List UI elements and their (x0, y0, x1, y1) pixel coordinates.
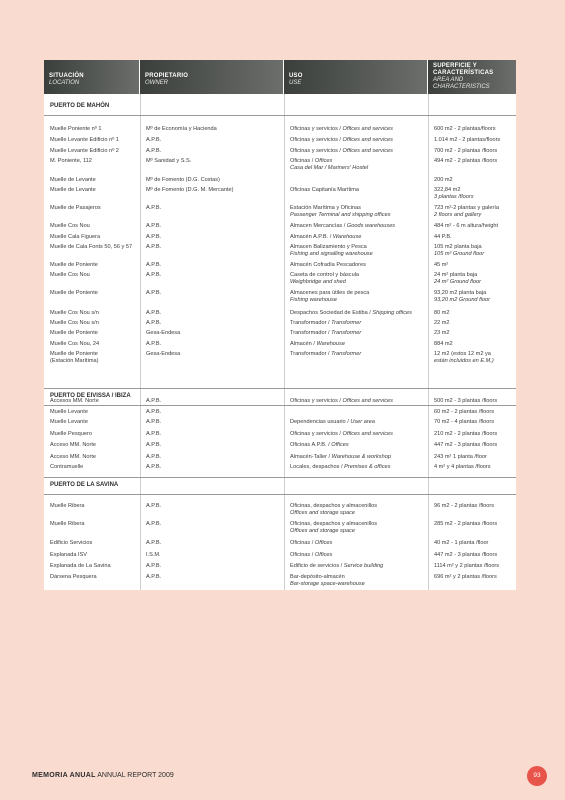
area-cell: 96 m2 - 2 plantas /floors (434, 503, 495, 509)
column-divider (140, 94, 141, 590)
use-cell: Locales, despachos / Premises & offices (290, 464, 391, 470)
use-cell: Almacen Mercancías / Goods warehouses (290, 223, 396, 229)
use-cell: Almacén / Warehouse (290, 341, 345, 347)
location-cell: Muelle de Poniente (50, 330, 98, 336)
use-cell-line2: Fishing and signalling warehouse (290, 251, 373, 257)
header-location-en: LOCATION (49, 80, 80, 86)
owner-cell: A.P.B. (146, 464, 162, 470)
use-cell: Almacén A.P.B. / Warehouse (290, 234, 362, 240)
location-cell: Muelle de Cala Fonts 50, 56 y 57 (50, 244, 133, 250)
area-cell: 12 m2 (estos 12 m2 ya (434, 351, 491, 357)
footer-title-bold: MEMORIA ANUAL (32, 772, 96, 779)
use-cell: Almacenes para útiles de pesca (290, 290, 370, 296)
header-area-es: SUPERFICIE Y CARACTERÍSTICAS (433, 63, 494, 76)
owner-cell: Mº de Economía y Hacienda (146, 126, 217, 132)
area-cell-line2: 3 plantas /floors (434, 194, 474, 200)
section-title: PUERTO DE MAHÓN (50, 103, 110, 109)
header-area (428, 60, 516, 94)
owner-cell: A.P.B. (146, 574, 162, 580)
location-cell: Muelle de Levante (50, 187, 96, 193)
use-cell: Almacén-Taller / Warehouse & workshop (290, 454, 391, 460)
location-cell: Dársena Pesquera (50, 574, 97, 580)
area-cell: 1114 m² y 2 plantas /floors (434, 563, 500, 569)
area-cell: 23 m2 (434, 330, 450, 336)
use-cell: Oficinas, despachos y almacenillos (290, 503, 378, 509)
location-cell: Explanada de La Savina (50, 563, 111, 569)
section-rule (44, 115, 516, 116)
use-cell: Oficinas y servicios / Offices and services (290, 137, 393, 143)
location-cell: Acceso MM. Norte (50, 442, 97, 448)
use-cell-line2: Weighbridge and shed (290, 279, 346, 285)
location-cell: Muelle Cos Nou (50, 272, 90, 278)
owner-cell: Gesa-Endesa (146, 330, 181, 336)
location-cell: Muelle de Poniente (50, 351, 98, 357)
location-cell: Muelle Cos Nou (50, 223, 90, 229)
use-cell: Oficinas / Offices (290, 158, 333, 164)
location-cell: Muelle Cos Nou, 24 (50, 341, 100, 347)
owner-cell: A.P.B. (146, 419, 162, 425)
footer-title (32, 772, 174, 779)
area-cell-line2: 2 floors and gallery (434, 212, 482, 218)
use-cell-line2: Offices and storage space (290, 510, 355, 516)
location-cell: Muelle Levante Edificio nº 1 (50, 137, 119, 143)
owner-cell: A.P.B. (146, 409, 162, 415)
header-location (44, 60, 139, 94)
location-cell: Muelle Poniente nº 1 (50, 126, 102, 132)
owner-cell: A.P.B. (146, 272, 162, 278)
area-cell: 80 m2 (434, 310, 450, 316)
header-area-en: AREA AND CHARACTERISTICS (433, 77, 490, 90)
header-use (284, 60, 427, 94)
header-use-en: USE (289, 80, 302, 86)
area-cell: 484 m² - 6 m altura/height (434, 223, 499, 229)
use-cell: Oficinas / Offices (290, 552, 333, 558)
location-cell-line2: (Estación Marítima) (50, 358, 99, 364)
area-cell-line2: están incluidos en E.M.) (434, 358, 494, 364)
location-cell: Muelle Levante Edificio nº 2 (50, 148, 119, 154)
location-cell: Muelle Ribera (50, 521, 85, 527)
use-cell: Estación Marítima y Oficinas (290, 205, 361, 211)
area-cell: 105 m2 planta baja (434, 244, 482, 250)
owner-cell: A.P.B. (146, 290, 162, 296)
owner-cell: Mº Sanidad y S.S. (146, 158, 192, 164)
owner-cell: A.P.B. (146, 503, 162, 509)
owner-cell: A.P.B. (146, 262, 162, 268)
area-cell: 447 m2 - 3 plantas /floors (434, 442, 498, 448)
column-divider (284, 94, 285, 590)
area-cell: 44 P.B. (434, 234, 452, 240)
area-cell: 723 m²-2 plantas y galería (434, 205, 499, 211)
owner-cell: Gesa-Endesa (146, 351, 181, 357)
header-owner (140, 60, 283, 94)
owner-cell: Mº de Fomento (D.G. Costas) (146, 177, 220, 183)
location-cell: Muelle Levante (50, 419, 88, 425)
location-cell: Muelle Cos Nou s/n (50, 320, 99, 326)
location-cell: Edificio Servicios (50, 540, 93, 546)
area-cell: 696 m² y 2 plantas /floors (434, 574, 497, 580)
owner-cell: A.P.B. (146, 148, 162, 154)
area-cell: 22 m2 (434, 320, 450, 326)
owner-cell: A.P.B. (146, 442, 162, 448)
use-cell-line2: Bar-storage space-warehouse (290, 581, 365, 587)
use-cell: Almacen Balizamiento y Pesca (290, 244, 367, 250)
use-cell: Oficinas A.P.B. / Offices (290, 442, 349, 448)
owner-cell: Mº de Fomento (D.G. M. Mercante) (146, 187, 234, 193)
owner-cell: A.P.B. (146, 341, 162, 347)
area-cell: 40 m2 - 1 planta /floor (434, 540, 489, 546)
owner-cell: A.P.B. (146, 320, 162, 326)
use-cell: Oficinas y servicios / Offices and services (290, 126, 393, 132)
owner-cell: I.S.M. (146, 552, 161, 558)
section-rule (44, 494, 516, 495)
location-cell: Muelle de Poniente (50, 262, 98, 268)
area-cell: 210 m2 - 2 plantas /floors (434, 431, 498, 437)
use-cell: Caseta de control y báscula (290, 272, 360, 278)
section-title: PUERTO DE EIVISSA / IBIZA (50, 393, 131, 399)
section-title: PUERTO DE LA SAVINA (50, 482, 119, 488)
location-cell: Muelle de Levante (50, 177, 96, 183)
location-cell: Muelle Ribera (50, 503, 85, 509)
area-cell-line2: 24 m² Ground floor (434, 279, 481, 285)
location-cell: Contramuelle (50, 464, 84, 470)
use-cell: Oficinas, despachos y almacenillos (290, 521, 378, 527)
use-cell-line2: Passenger Terminal and shipping offices (290, 212, 391, 218)
location-cell: Muelle Pesquero (50, 431, 92, 437)
owner-cell: A.P.B. (146, 244, 162, 250)
area-cell: 884 m2 (434, 341, 453, 347)
use-cell: Despachos Sociedad de Estiba / Shipping offices (290, 310, 412, 316)
area-cell: 93,20 m2 planta baja (434, 290, 487, 296)
area-cell: 494 m2 - 2 plantas /floors (434, 158, 498, 164)
area-cell: 285 m2 - 2 plantas /floors (434, 521, 498, 527)
use-cell: Oficinas / Offices (290, 540, 333, 546)
use-cell: Bar-depósito-almacén (290, 574, 345, 580)
header-owner-es: PROPIETARIO (145, 73, 189, 79)
use-cell: Transformador / Transformer (290, 330, 362, 336)
area-cell: 600 m2 - 2 plantas/floors (434, 126, 496, 132)
area-cell: 500 m2 - 3 plantas /floors (434, 398, 498, 404)
header-location-es: SITUACIÓN (49, 73, 84, 79)
location-cell: M. Poniente, 112 (50, 158, 92, 164)
use-cell-line2: Casa del Mar / Mariners' Hostel (290, 165, 369, 171)
area-cell: 1.014 m2 - 2 plantas/floors (434, 137, 501, 143)
area-cell: 4 m² y 4 plantas /floors (434, 464, 491, 470)
area-cell-line2: 93,20 m2 Ground floor (434, 297, 490, 303)
page-number: 93 (527, 766, 547, 786)
location-cell: Accesos MM. Norte (50, 398, 99, 404)
use-cell: Oficinas Capitanía Marítima (290, 187, 360, 193)
use-cell-line2: Fishing warehouse (290, 297, 337, 303)
owner-cell: A.P.B. (146, 310, 162, 316)
section-rule (44, 477, 516, 478)
use-cell: Edificio de servicios / Service building (290, 563, 384, 569)
table-header (44, 60, 516, 94)
use-cell: Oficinas y servicios / Offices and services (290, 398, 393, 404)
owner-cell: A.P.B. (146, 563, 162, 569)
area-cell: 24 m² planta baja (434, 272, 478, 278)
location-cell: Muelle de Pasajeros (50, 205, 101, 211)
use-cell: Transformador / Transformer (290, 320, 362, 326)
area-cell: 447 m2 - 3 plantas /floors (434, 552, 498, 558)
owner-cell: A.P.B. (146, 540, 162, 546)
use-cell: Dependencias usuario / User area (290, 419, 375, 425)
section-rule (44, 405, 516, 406)
location-cell: Acceso MM. Norte (50, 454, 97, 460)
area-cell-line2: 105 m² Ground floor (434, 251, 485, 257)
location-cell: Muelle Levante (50, 409, 88, 415)
area-cell: 700 m2 - 2 plantas /floors (434, 148, 498, 154)
use-cell: Oficinas y servicios / Offices and services (290, 148, 393, 154)
area-cell: 243 m² 1 planta /floor (434, 454, 487, 460)
location-cell: Muelle de Poniente (50, 290, 98, 296)
owner-cell: A.P.B. (146, 521, 162, 527)
owner-cell: A.P.B. (146, 398, 162, 404)
section-rule (44, 388, 516, 389)
use-cell: Transformador / Transformer (290, 351, 362, 357)
header-use-es: USO (289, 73, 303, 79)
location-cell: Muelle Cos Nou s/n (50, 310, 99, 316)
use-cell: Oficinas y servicios / Offices and services (290, 431, 393, 437)
owner-cell: A.P.B. (146, 454, 162, 460)
area-cell: 322,84 m2 (434, 187, 461, 193)
header-owner-en: OWNER (145, 80, 168, 86)
footer-title-rest: ANNUAL REPORT 2009 (97, 772, 174, 779)
use-cell-line2: Offices and storage space (290, 528, 355, 534)
area-cell: 70 m2 - 4 plantas /floors (434, 419, 495, 425)
owner-cell: A.P.B. (146, 223, 162, 229)
column-divider (428, 94, 429, 590)
location-cell: Explanada ISV (50, 552, 88, 558)
use-cell: Almacén Cofradía Pescadores (290, 262, 366, 268)
location-cell: Muelle Cala Figuera (50, 234, 101, 240)
area-cell: 200 m2 (434, 177, 453, 183)
area-cell: 45 m² (434, 262, 449, 268)
owner-cell: A.P.B. (146, 137, 162, 143)
owner-cell: A.P.B. (146, 431, 162, 437)
owner-cell: A.P.B. (146, 205, 162, 211)
owner-cell: A.P.B. (146, 234, 162, 240)
area-cell: 60 m2 - 2 plantas /floors (434, 409, 495, 415)
